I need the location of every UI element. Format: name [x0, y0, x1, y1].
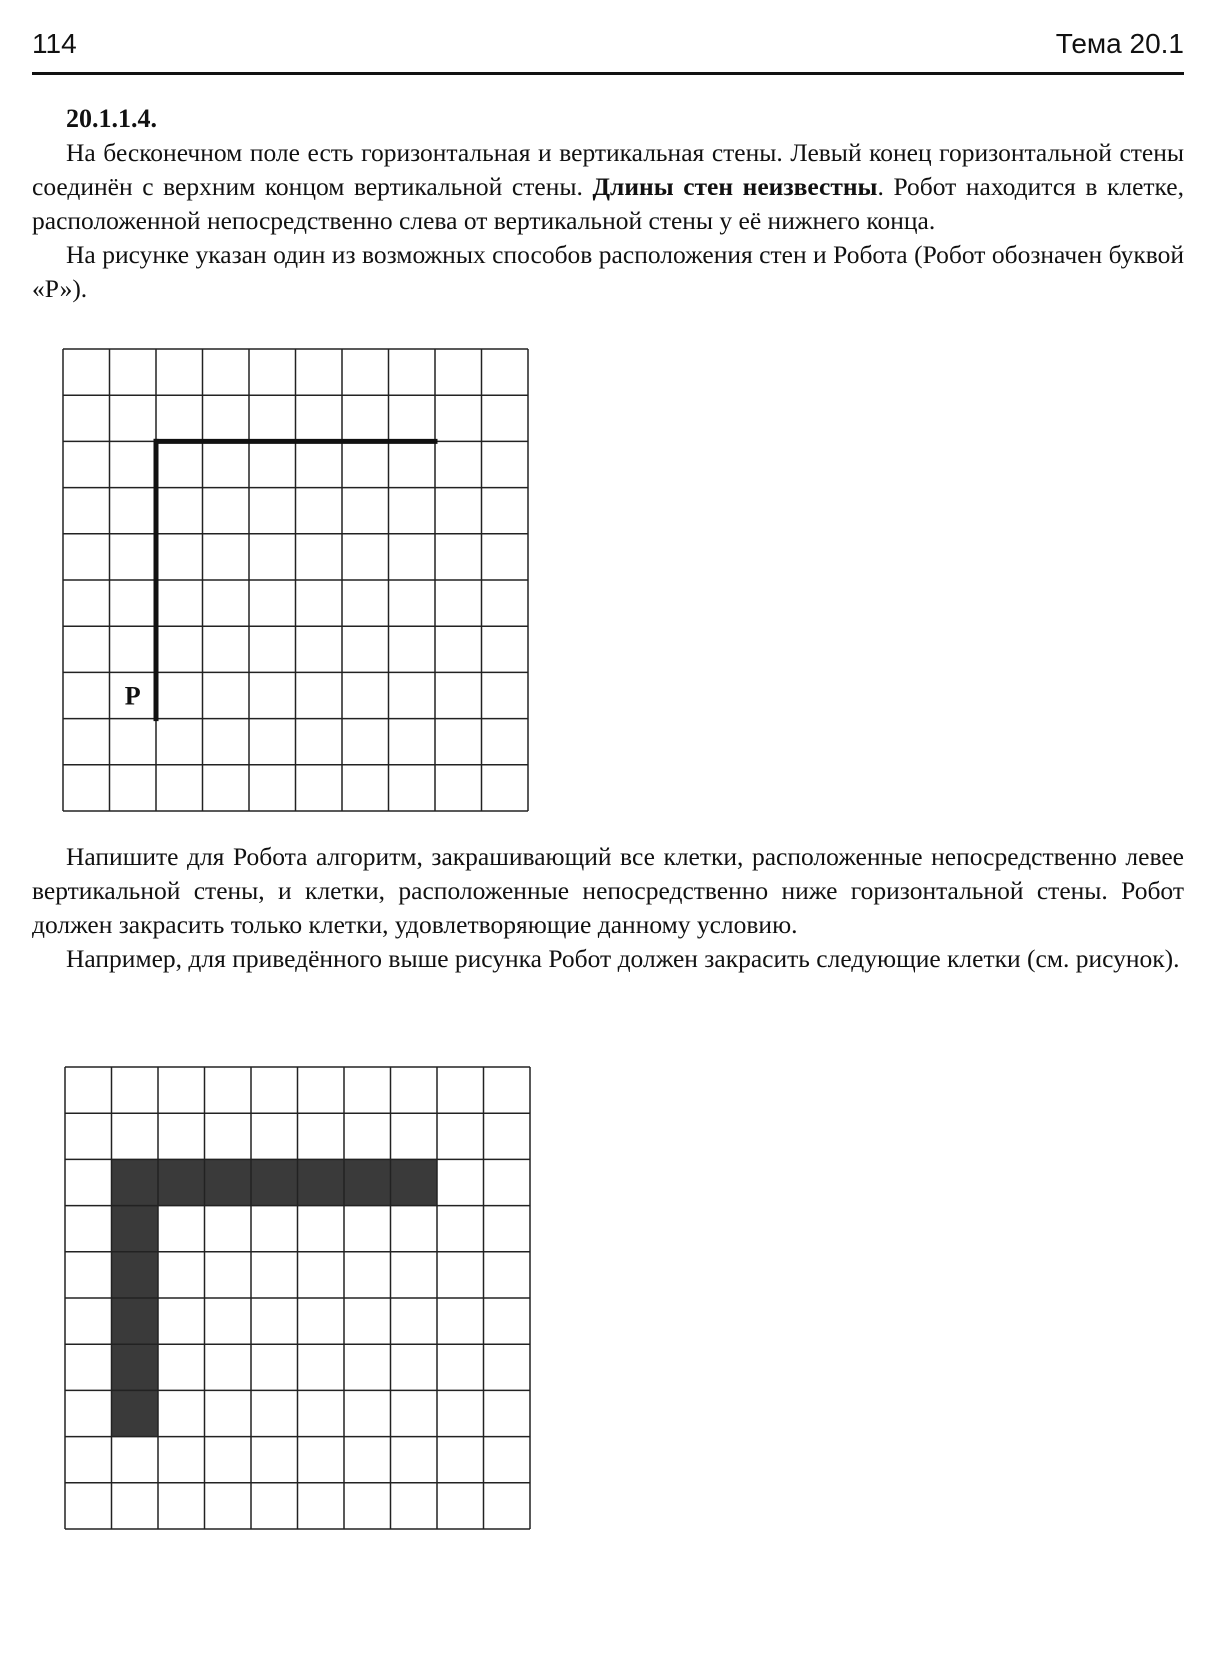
task-description	[32, 136, 1184, 306]
painted-cell	[112, 1206, 159, 1252]
topic-title: Тема 20.1	[1055, 28, 1184, 59]
task-assignment	[32, 840, 1184, 976]
painted-cells-figure	[64, 1066, 534, 1532]
painted-cell	[112, 1252, 159, 1298]
painted-cell	[251, 1159, 298, 1205]
painted-cell	[391, 1159, 438, 1205]
painted-cell	[298, 1159, 345, 1205]
paragraph-figure-intro: На рисунке указан один из возможных способов расположения стен и Робота (Робот обозначен буквой «Р»).	[32, 240, 1184, 303]
painted-cell	[112, 1159, 159, 1205]
page-number: 114	[32, 28, 77, 59]
painted-cell	[112, 1298, 159, 1344]
painted-cell	[112, 1390, 159, 1436]
painted-cell	[112, 1344, 159, 1390]
emphasis-unknown-lengths: Длины стен неизвестны	[592, 172, 878, 201]
task-id: 20.1.1.4.	[66, 104, 157, 133]
page-header	[32, 22, 1184, 75]
paragraph-conditions: На бесконечном поле есть горизонтальная и вертикальная стены. Левый конец горизонтальной стены соединён с верхним концом вертикальной стены. Длины стен неизвестны. Робот находится в клетке, расположенной непосредственно слева от вертикальной стены у её нижнего конца.	[32, 138, 1185, 235]
paragraph-example: Например, для приведённого выше рисунка Робот должен закрасить следующие клетки (см. рисунок).	[66, 944, 1180, 973]
painted-cell	[344, 1159, 391, 1205]
robot-field-figure	[62, 348, 532, 814]
painted-cell	[158, 1159, 205, 1205]
painted-cell	[205, 1159, 252, 1205]
paragraph-assignment: Напишите для Робота алгоритм, закрашивающий все клетки, расположенные непосредственно левее вертикальной стены, и клетки, расположенные непосредственно ниже горизонтальной стены. Робот должен закрасить только клетки, удовлетворяющие данному условию.	[32, 842, 1184, 939]
robot-marker: Р	[124, 681, 141, 711]
